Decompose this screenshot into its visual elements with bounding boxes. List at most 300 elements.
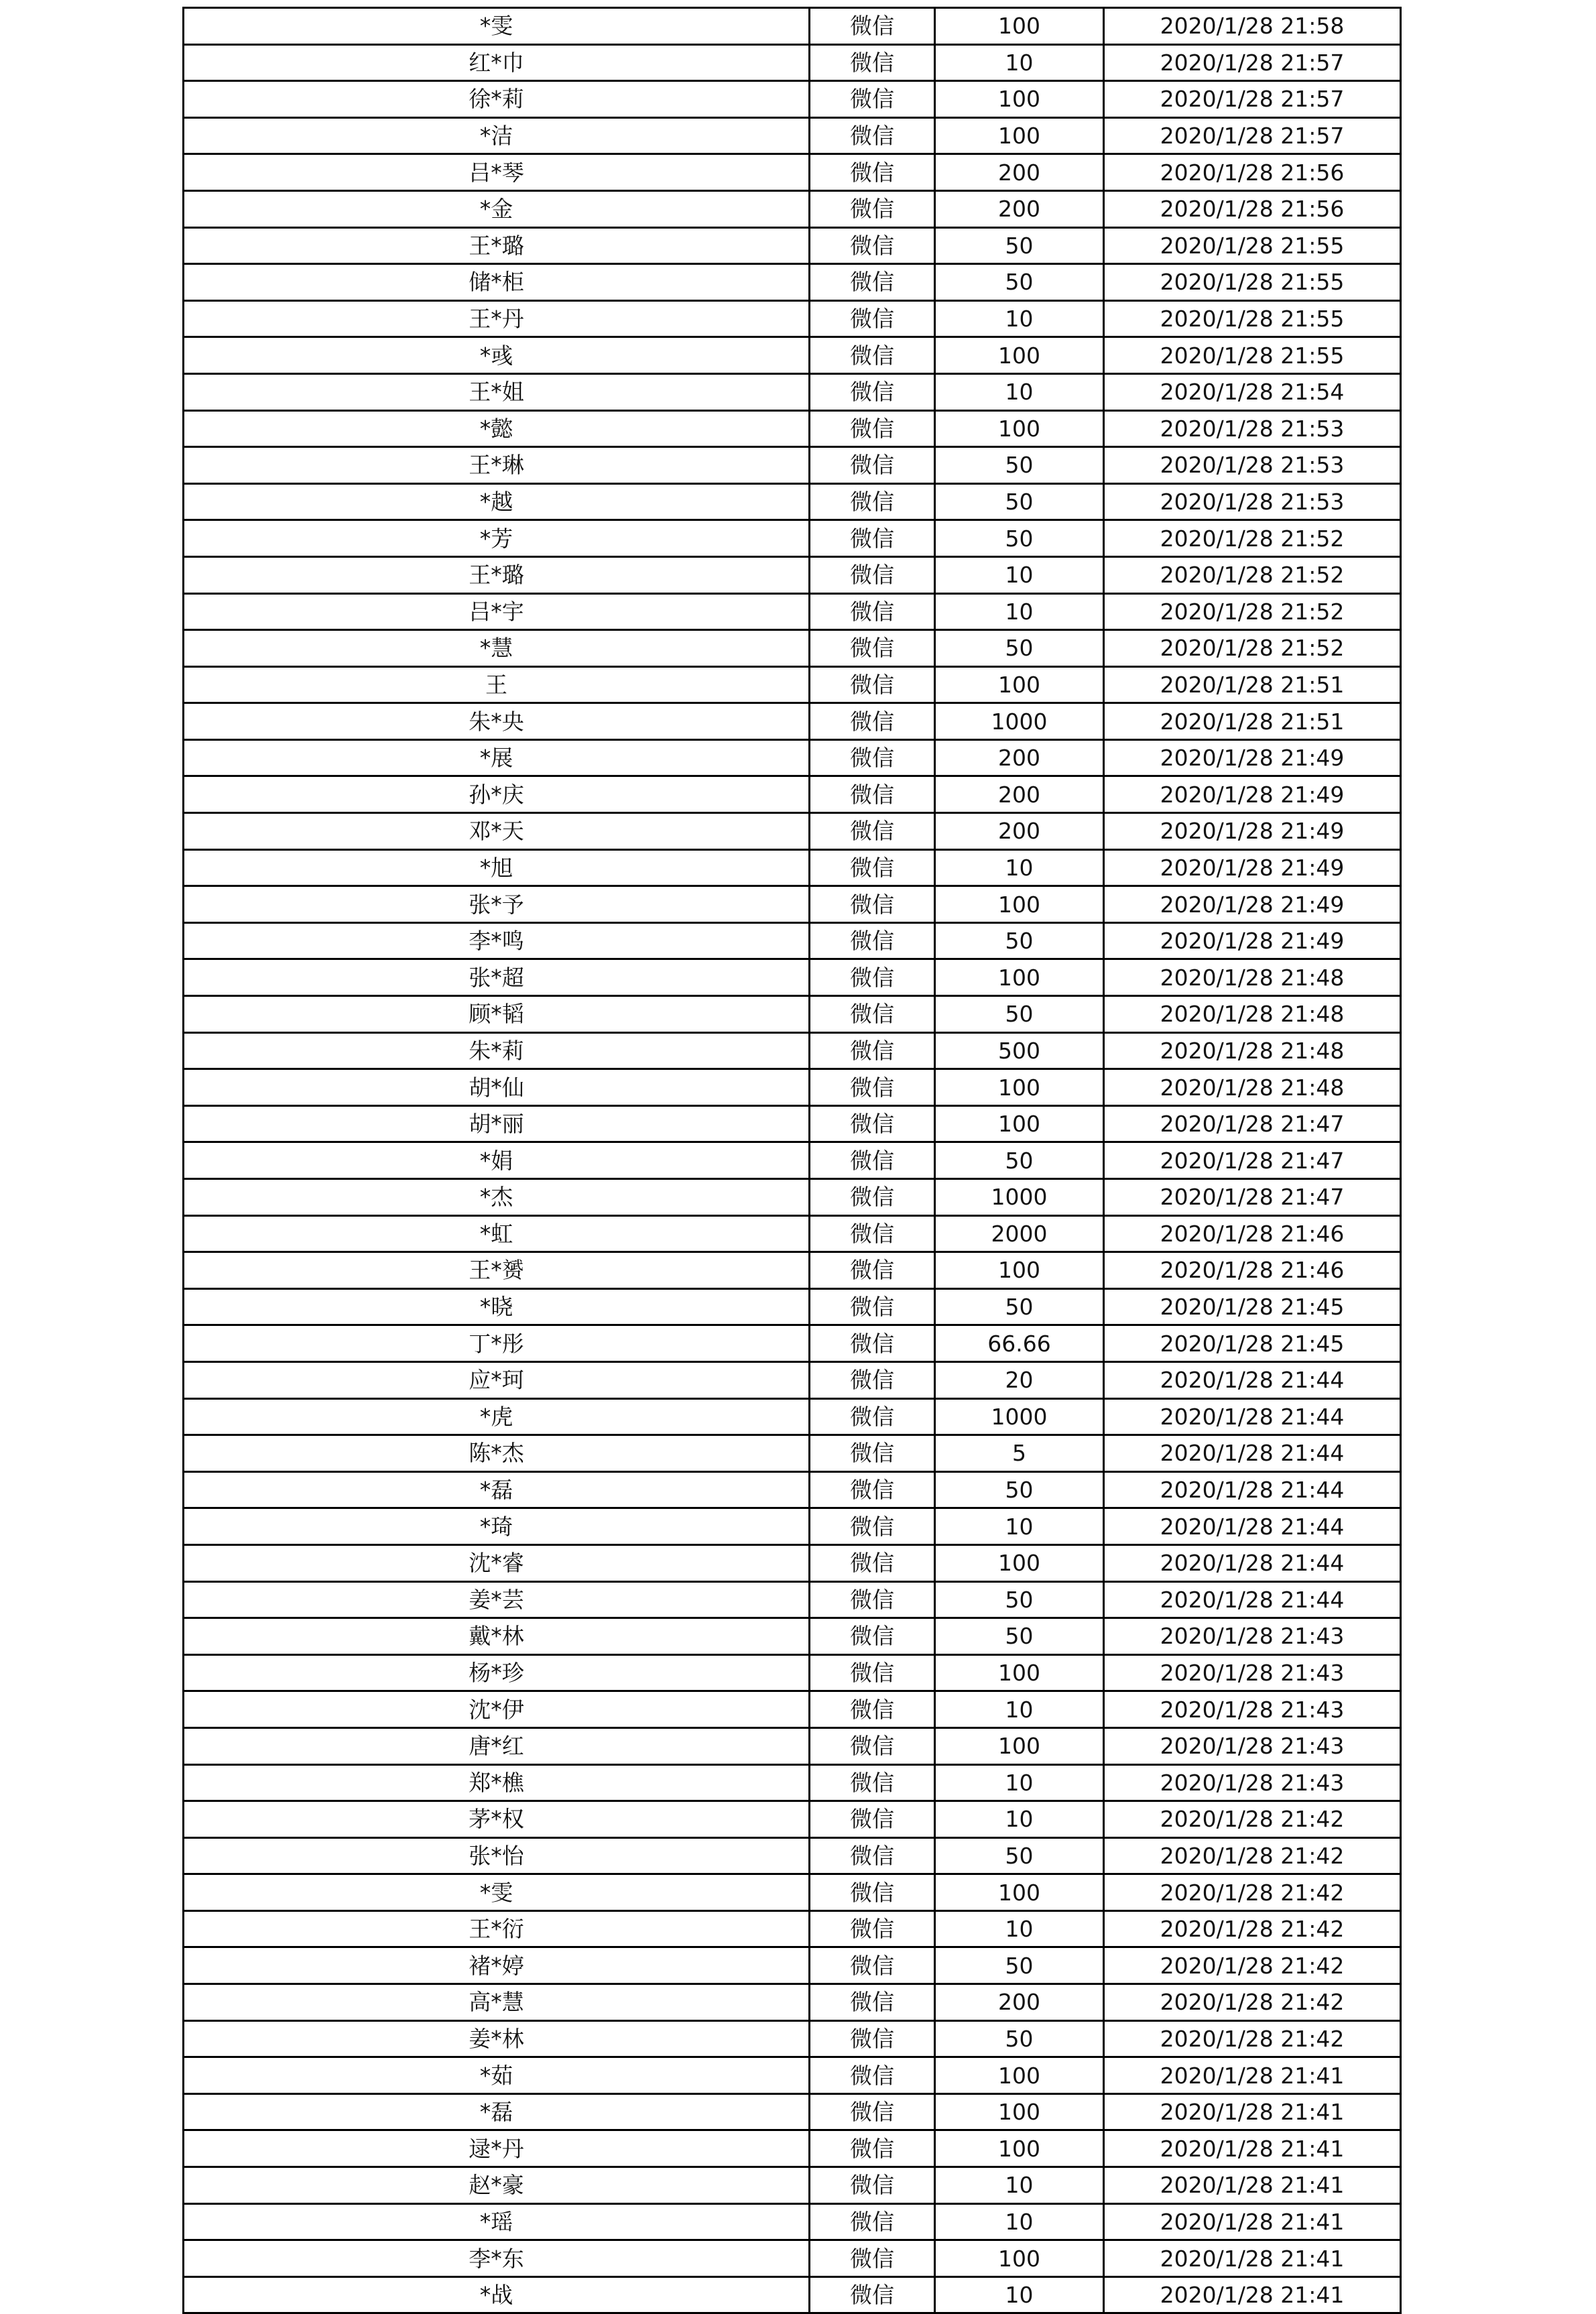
payment-channel-cell: 微信	[810, 776, 935, 813]
payment-channel-cell: 微信	[810, 1435, 935, 1472]
amount-cell: 50	[935, 2020, 1104, 2057]
table-row	[184, 8, 1401, 45]
timestamp-cell: 2020/1/28 21:47	[1104, 1142, 1401, 1179]
donor-name-cell: *雯	[184, 8, 810, 45]
timestamp-cell: 2020/1/28 21:44	[1104, 1471, 1401, 1508]
donor-name-cell: *慧	[184, 630, 810, 667]
table-row	[184, 81, 1401, 118]
timestamp-cell: 2020/1/28 21:55	[1104, 300, 1401, 337]
timestamp-cell: 2020/1/28 21:48	[1104, 1069, 1401, 1106]
table-row	[184, 264, 1401, 301]
payment-channel-cell: 微信	[810, 1471, 935, 1508]
payment-channel-cell: 微信	[810, 1837, 935, 1874]
amount-cell: 200	[935, 190, 1104, 227]
amount-cell: 10	[935, 1508, 1104, 1545]
donor-name-cell: *虹	[184, 1215, 810, 1252]
payment-channel-cell: 微信	[810, 556, 935, 593]
timestamp-cell: 2020/1/28 21:48	[1104, 1032, 1401, 1069]
donor-name-cell: 李*东	[184, 2240, 810, 2277]
amount-cell: 100	[935, 959, 1104, 996]
amount-cell: 100	[935, 1727, 1104, 1764]
payment-channel-cell: 微信	[810, 2167, 935, 2204]
payment-channel-cell: 微信	[810, 8, 935, 45]
timestamp-cell: 2020/1/28 21:43	[1104, 1654, 1401, 1691]
amount-cell: 10	[935, 849, 1104, 886]
table-row	[184, 776, 1401, 813]
table-row	[184, 1947, 1401, 1984]
donor-name-cell: 王*琳	[184, 447, 810, 484]
payment-channel-cell: 微信	[810, 373, 935, 410]
amount-cell: 50	[935, 1288, 1104, 1325]
payment-channel-cell: 微信	[810, 593, 935, 630]
amount-cell: 50	[935, 520, 1104, 557]
table-row	[184, 886, 1401, 923]
timestamp-cell: 2020/1/28 21:57	[1104, 44, 1401, 81]
payment-channel-cell: 微信	[810, 1398, 935, 1435]
payment-channel-cell: 微信	[810, 666, 935, 703]
donor-name-cell: *晓	[184, 1288, 810, 1325]
amount-cell: 200	[935, 739, 1104, 776]
amount-cell: 100	[935, 1654, 1104, 1691]
table-row	[184, 996, 1401, 1033]
table-row	[184, 1105, 1401, 1142]
payment-channel-cell: 微信	[810, 1032, 935, 1069]
table-row	[184, 1801, 1401, 1838]
donor-name-cell: 红*巾	[184, 44, 810, 81]
donor-name-cell: *芳	[184, 520, 810, 557]
timestamp-cell: 2020/1/28 21:48	[1104, 959, 1401, 996]
donation-table	[182, 7, 1402, 2314]
table-row	[184, 2130, 1401, 2167]
amount-cell: 10	[935, 2203, 1104, 2240]
donor-name-cell: 胡*仙	[184, 1069, 810, 1106]
donor-name-cell: 茅*权	[184, 1801, 810, 1838]
amount-cell: 10	[935, 593, 1104, 630]
timestamp-cell: 2020/1/28 21:41	[1104, 2203, 1401, 2240]
payment-channel-cell: 微信	[810, 1764, 935, 1801]
donor-name-cell: 朱*央	[184, 703, 810, 740]
table-row	[184, 2203, 1401, 2240]
timestamp-cell: 2020/1/28 21:52	[1104, 630, 1401, 667]
table-row	[184, 227, 1401, 264]
donor-name-cell: 杨*珍	[184, 1654, 810, 1691]
timestamp-cell: 2020/1/28 21:51	[1104, 666, 1401, 703]
table-row	[184, 1691, 1401, 1728]
payment-channel-cell: 微信	[810, 447, 935, 484]
table-row	[184, 630, 1401, 667]
timestamp-cell: 2020/1/28 21:56	[1104, 154, 1401, 191]
table-row	[184, 1984, 1401, 2021]
amount-cell: 66.66	[935, 1325, 1104, 1362]
timestamp-cell: 2020/1/28 21:48	[1104, 996, 1401, 1033]
timestamp-cell: 2020/1/28 21:43	[1104, 1691, 1401, 1728]
payment-channel-cell: 微信	[810, 2093, 935, 2130]
payment-channel-cell: 微信	[810, 1069, 935, 1106]
donor-name-cell: 李*鸣	[184, 922, 810, 959]
timestamp-cell: 2020/1/28 21:41	[1104, 2240, 1401, 2277]
amount-cell: 50	[935, 1471, 1104, 1508]
amount-cell: 10	[935, 1801, 1104, 1838]
table-row	[184, 922, 1401, 959]
table-row	[184, 1069, 1401, 1106]
payment-channel-cell: 微信	[810, 739, 935, 776]
timestamp-cell: 2020/1/28 21:54	[1104, 373, 1401, 410]
donor-name-cell: 王*璐	[184, 227, 810, 264]
payment-channel-cell: 微信	[810, 1252, 935, 1289]
donor-name-cell: 储*柜	[184, 264, 810, 301]
timestamp-cell: 2020/1/28 21:52	[1104, 556, 1401, 593]
amount-cell: 50	[935, 1618, 1104, 1655]
amount-cell: 200	[935, 813, 1104, 850]
table-row	[184, 739, 1401, 776]
donor-name-cell: 王*姐	[184, 373, 810, 410]
amount-cell: 100	[935, 1874, 1104, 1911]
table-row	[184, 2276, 1401, 2313]
payment-channel-cell: 微信	[810, 1654, 935, 1691]
payment-channel-cell: 微信	[810, 81, 935, 118]
timestamp-cell: 2020/1/28 21:49	[1104, 776, 1401, 813]
table-row	[184, 1837, 1401, 1874]
amount-cell: 100	[935, 1105, 1104, 1142]
table-row	[184, 520, 1401, 557]
donor-name-cell: *磊	[184, 2093, 810, 2130]
donor-name-cell: 沈*伊	[184, 1691, 810, 1728]
payment-channel-cell: 微信	[810, 1874, 935, 1911]
payment-channel-cell: 微信	[810, 1618, 935, 1655]
table-row	[184, 410, 1401, 447]
payment-channel-cell: 微信	[810, 1142, 935, 1179]
amount-cell: 10	[935, 1764, 1104, 1801]
donor-name-cell: 姜*芸	[184, 1581, 810, 1618]
donor-name-cell: 戴*林	[184, 1618, 810, 1655]
table-row	[184, 1435, 1401, 1472]
payment-channel-cell: 微信	[810, 2130, 935, 2167]
amount-cell: 1000	[935, 1398, 1104, 1435]
amount-cell: 50	[935, 996, 1104, 1033]
amount-cell: 200	[935, 1984, 1104, 2021]
timestamp-cell: 2020/1/28 21:55	[1104, 337, 1401, 374]
timestamp-cell: 2020/1/28 21:41	[1104, 2093, 1401, 2130]
payment-channel-cell: 微信	[810, 337, 935, 374]
table-row	[184, 1581, 1401, 1618]
table-row	[184, 1252, 1401, 1289]
donor-name-cell: 孙*庆	[184, 776, 810, 813]
timestamp-cell: 2020/1/28 21:44	[1104, 1361, 1401, 1398]
donor-name-cell: *彧	[184, 337, 810, 374]
table-row	[184, 593, 1401, 630]
table-row	[184, 1544, 1401, 1581]
donor-name-cell: *金	[184, 190, 810, 227]
timestamp-cell: 2020/1/28 21:45	[1104, 1325, 1401, 1362]
payment-channel-cell: 微信	[810, 264, 935, 301]
payment-channel-cell: 微信	[810, 959, 935, 996]
payment-channel-cell: 微信	[810, 2203, 935, 2240]
timestamp-cell: 2020/1/28 21:53	[1104, 447, 1401, 484]
table-row	[184, 556, 1401, 593]
payment-channel-cell: 微信	[810, 1508, 935, 1545]
table-row	[184, 666, 1401, 703]
timestamp-cell: 2020/1/28 21:42	[1104, 1837, 1401, 1874]
donor-name-cell: 顾*韬	[184, 996, 810, 1033]
donor-name-cell: 王*赟	[184, 1252, 810, 1289]
timestamp-cell: 2020/1/28 21:47	[1104, 1105, 1401, 1142]
table-row	[184, 1288, 1401, 1325]
timestamp-cell: 2020/1/28 21:51	[1104, 703, 1401, 740]
payment-channel-cell: 微信	[810, 2057, 935, 2094]
donor-name-cell: 胡*丽	[184, 1105, 810, 1142]
amount-cell: 50	[935, 264, 1104, 301]
amount-cell: 10	[935, 2167, 1104, 2204]
timestamp-cell: 2020/1/28 21:52	[1104, 520, 1401, 557]
amount-cell: 100	[935, 666, 1104, 703]
donation-table-body	[184, 8, 1401, 2313]
amount-cell: 1000	[935, 703, 1104, 740]
timestamp-cell: 2020/1/28 21:41	[1104, 2130, 1401, 2167]
table-row	[184, 813, 1401, 850]
amount-cell: 100	[935, 81, 1104, 118]
table-row	[184, 1618, 1401, 1655]
payment-channel-cell: 微信	[810, 1984, 935, 2021]
table-row	[184, 1764, 1401, 1801]
amount-cell: 100	[935, 1252, 1104, 1289]
table-row	[184, 2057, 1401, 2094]
table-row	[184, 1910, 1401, 1947]
table-row	[184, 190, 1401, 227]
payment-channel-cell: 微信	[810, 190, 935, 227]
amount-cell: 10	[935, 2276, 1104, 2313]
timestamp-cell: 2020/1/28 21:49	[1104, 922, 1401, 959]
table-row	[184, 959, 1401, 996]
amount-cell: 50	[935, 630, 1104, 667]
timestamp-cell: 2020/1/28 21:42	[1104, 1874, 1401, 1911]
payment-channel-cell: 微信	[810, 44, 935, 81]
timestamp-cell: 2020/1/28 21:43	[1104, 1764, 1401, 1801]
timestamp-cell: 2020/1/28 21:44	[1104, 1435, 1401, 1472]
donor-name-cell: 王*丹	[184, 300, 810, 337]
donor-name-cell: 张*予	[184, 886, 810, 923]
donor-name-cell: 王	[184, 666, 810, 703]
table-row	[184, 1142, 1401, 1179]
donor-name-cell: *琦	[184, 1508, 810, 1545]
table-row	[184, 703, 1401, 740]
donor-name-cell: *瑶	[184, 2203, 810, 2240]
donor-name-cell: 丁*彤	[184, 1325, 810, 1362]
payment-channel-cell: 微信	[810, 1581, 935, 1618]
timestamp-cell: 2020/1/28 21:42	[1104, 1947, 1401, 1984]
timestamp-cell: 2020/1/28 21:44	[1104, 1544, 1401, 1581]
amount-cell: 100	[935, 410, 1104, 447]
table-row	[184, 337, 1401, 374]
timestamp-cell: 2020/1/28 21:44	[1104, 1508, 1401, 1545]
table-row	[184, 300, 1401, 337]
amount-cell: 50	[935, 1142, 1104, 1179]
donor-name-cell: 赵*豪	[184, 2167, 810, 2204]
donor-name-cell: 朱*莉	[184, 1032, 810, 1069]
table-row	[184, 483, 1401, 520]
table-row	[184, 1032, 1401, 1069]
timestamp-cell: 2020/1/28 21:57	[1104, 81, 1401, 118]
donor-name-cell: 张*怡	[184, 1837, 810, 1874]
amount-cell: 100	[935, 2130, 1104, 2167]
amount-cell: 100	[935, 2057, 1104, 2094]
payment-channel-cell: 微信	[810, 886, 935, 923]
timestamp-cell: 2020/1/28 21:53	[1104, 410, 1401, 447]
timestamp-cell: 2020/1/28 21:41	[1104, 2276, 1401, 2313]
amount-cell: 50	[935, 922, 1104, 959]
table-row	[184, 44, 1401, 81]
amount-cell: 10	[935, 1910, 1104, 1947]
timestamp-cell: 2020/1/28 21:49	[1104, 886, 1401, 923]
table-row	[184, 1398, 1401, 1435]
donor-name-cell: 高*慧	[184, 1984, 810, 2021]
amount-cell: 100	[935, 1069, 1104, 1106]
table-row	[184, 2020, 1401, 2057]
amount-cell: 10	[935, 44, 1104, 81]
amount-cell: 20	[935, 1361, 1104, 1398]
donor-name-cell: 王*璐	[184, 556, 810, 593]
donor-name-cell: 张*超	[184, 959, 810, 996]
amount-cell: 100	[935, 337, 1104, 374]
timestamp-cell: 2020/1/28 21:56	[1104, 190, 1401, 227]
timestamp-cell: 2020/1/28 21:44	[1104, 1581, 1401, 1618]
payment-channel-cell: 微信	[810, 1947, 935, 1984]
payment-channel-cell: 微信	[810, 300, 935, 337]
table-row	[184, 1325, 1401, 1362]
amount-cell: 10	[935, 300, 1104, 337]
timestamp-cell: 2020/1/28 21:53	[1104, 483, 1401, 520]
donor-name-cell: 姜*林	[184, 2020, 810, 2057]
amount-cell: 200	[935, 776, 1104, 813]
amount-cell: 10	[935, 373, 1104, 410]
timestamp-cell: 2020/1/28 21:46	[1104, 1252, 1401, 1289]
table-row	[184, 154, 1401, 191]
amount-cell: 50	[935, 1837, 1104, 1874]
timestamp-cell: 2020/1/28 21:49	[1104, 739, 1401, 776]
payment-channel-cell: 微信	[810, 2276, 935, 2313]
amount-cell: 50	[935, 1581, 1104, 1618]
timestamp-cell: 2020/1/28 21:42	[1104, 1801, 1401, 1838]
payment-channel-cell: 微信	[810, 1325, 935, 1362]
amount-cell: 100	[935, 117, 1104, 154]
payment-channel-cell: 微信	[810, 154, 935, 191]
donor-name-cell: *磊	[184, 1471, 810, 1508]
amount-cell: 100	[935, 2093, 1104, 2130]
table-row	[184, 1215, 1401, 1252]
timestamp-cell: 2020/1/28 21:42	[1104, 1910, 1401, 1947]
timestamp-cell: 2020/1/28 21:43	[1104, 1727, 1401, 1764]
donor-name-cell: *旭	[184, 849, 810, 886]
timestamp-cell: 2020/1/28 21:58	[1104, 8, 1401, 45]
timestamp-cell: 2020/1/28 21:47	[1104, 1179, 1401, 1216]
donor-name-cell: 陈*杰	[184, 1435, 810, 1472]
timestamp-cell: 2020/1/28 21:57	[1104, 117, 1401, 154]
timestamp-cell: 2020/1/28 21:49	[1104, 849, 1401, 886]
amount-cell: 1000	[935, 1179, 1104, 1216]
payment-channel-cell: 微信	[810, 410, 935, 447]
amount-cell: 50	[935, 1947, 1104, 1984]
payment-channel-cell: 微信	[810, 117, 935, 154]
table-row	[184, 2093, 1401, 2130]
timestamp-cell: 2020/1/28 21:43	[1104, 1618, 1401, 1655]
payment-channel-cell: 微信	[810, 630, 935, 667]
amount-cell: 5	[935, 1435, 1104, 1472]
timestamp-cell: 2020/1/28 21:55	[1104, 264, 1401, 301]
donor-name-cell: 逯*丹	[184, 2130, 810, 2167]
table-row	[184, 117, 1401, 154]
payment-channel-cell: 微信	[810, 227, 935, 264]
payment-channel-cell: 微信	[810, 1215, 935, 1252]
timestamp-cell: 2020/1/28 21:44	[1104, 1398, 1401, 1435]
timestamp-cell: 2020/1/28 21:41	[1104, 2167, 1401, 2204]
timestamp-cell: 2020/1/28 21:49	[1104, 813, 1401, 850]
timestamp-cell: 2020/1/28 21:52	[1104, 593, 1401, 630]
donor-name-cell: 邓*天	[184, 813, 810, 850]
donor-name-cell: 吕*宇	[184, 593, 810, 630]
donor-name-cell: 沈*睿	[184, 1544, 810, 1581]
table-row	[184, 2167, 1401, 2204]
amount-cell: 50	[935, 483, 1104, 520]
amount-cell: 2000	[935, 1215, 1104, 1252]
payment-channel-cell: 微信	[810, 996, 935, 1033]
timestamp-cell: 2020/1/28 21:42	[1104, 2020, 1401, 2057]
payment-channel-cell: 微信	[810, 483, 935, 520]
payment-channel-cell: 微信	[810, 2020, 935, 2057]
table-row	[184, 1874, 1401, 1911]
timestamp-cell: 2020/1/28 21:41	[1104, 2057, 1401, 2094]
donor-name-cell: *洁	[184, 117, 810, 154]
donor-name-cell: 郑*樵	[184, 1764, 810, 1801]
donor-name-cell: 徐*莉	[184, 81, 810, 118]
payment-channel-cell: 微信	[810, 1910, 935, 1947]
amount-cell: 10	[935, 556, 1104, 593]
table-row	[184, 447, 1401, 484]
donor-name-cell: *战	[184, 2276, 810, 2313]
payment-channel-cell: 微信	[810, 1179, 935, 1216]
donor-name-cell: 王*衍	[184, 1910, 810, 1947]
payment-channel-cell: 微信	[810, 1691, 935, 1728]
table-row	[184, 373, 1401, 410]
payment-channel-cell: 微信	[810, 1288, 935, 1325]
donor-name-cell: *娟	[184, 1142, 810, 1179]
payment-channel-cell: 微信	[810, 2240, 935, 2277]
timestamp-cell: 2020/1/28 21:46	[1104, 1215, 1401, 1252]
table-row	[184, 1361, 1401, 1398]
donor-name-cell: *雯	[184, 1874, 810, 1911]
table-row	[184, 1727, 1401, 1764]
donor-name-cell: 吕*琴	[184, 154, 810, 191]
table-row	[184, 849, 1401, 886]
table-row	[184, 1471, 1401, 1508]
payment-channel-cell: 微信	[810, 922, 935, 959]
donor-name-cell: *懿	[184, 410, 810, 447]
amount-cell: 100	[935, 8, 1104, 45]
amount-cell: 100	[935, 1544, 1104, 1581]
payment-channel-cell: 微信	[810, 703, 935, 740]
table-row	[184, 1179, 1401, 1216]
donor-name-cell: *越	[184, 483, 810, 520]
donor-name-cell: 唐*红	[184, 1727, 810, 1764]
table-row	[184, 1654, 1401, 1691]
payment-channel-cell: 微信	[810, 1801, 935, 1838]
timestamp-cell: 2020/1/28 21:55	[1104, 227, 1401, 264]
amount-cell: 50	[935, 447, 1104, 484]
donor-name-cell: *展	[184, 739, 810, 776]
amount-cell: 50	[935, 227, 1104, 264]
donor-name-cell: 应*珂	[184, 1361, 810, 1398]
payment-channel-cell: 微信	[810, 1544, 935, 1581]
payment-channel-cell: 微信	[810, 849, 935, 886]
payment-channel-cell: 微信	[810, 813, 935, 850]
